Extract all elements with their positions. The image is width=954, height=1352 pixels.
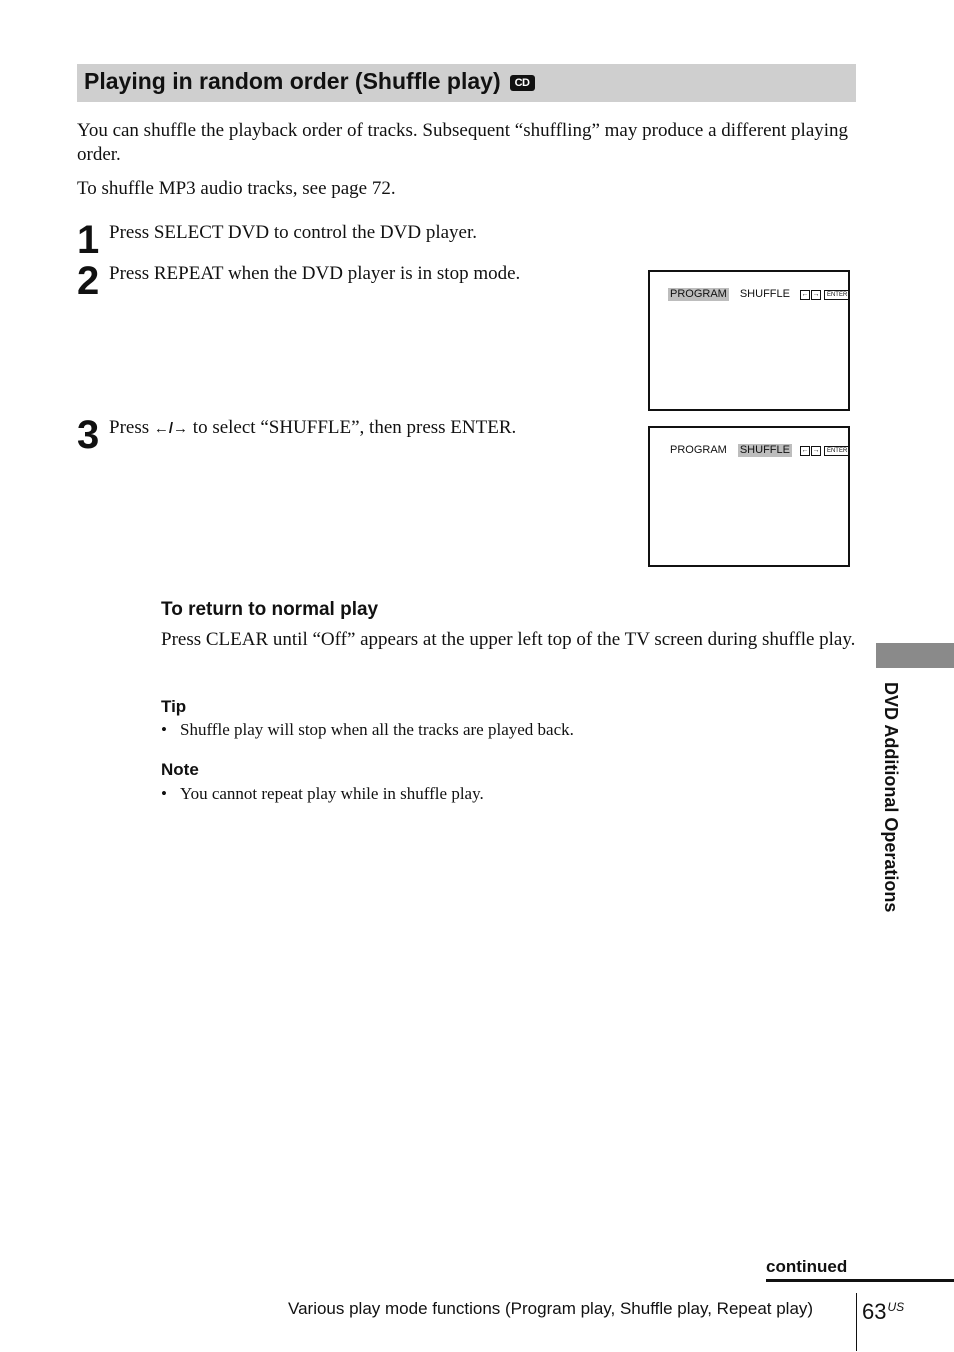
- intro-paragraph: You can shuffle the playback order of tracks. Subsequent “shuffling” may produce a different playing order.: [77, 120, 849, 165]
- left-arrow-icon: ←: [801, 290, 809, 298]
- step-text-3: Press ←/→ to select “SHUFFLE”, then press ENTER.: [109, 417, 517, 438]
- tv-screen-shuffle: [648, 426, 850, 567]
- footer-rule: [766, 1279, 954, 1282]
- enter-icon: ENTER: [824, 446, 850, 456]
- screen-shuffle-item: SHUFFLE: [739, 444, 790, 456]
- step-number-2: 2: [77, 259, 100, 303]
- continued-label: continued: [766, 1257, 848, 1276]
- left-arrow-icon: ←: [801, 446, 809, 454]
- cd-icon: CD: [510, 75, 535, 91]
- left-right-arrow-icon: ←/→: [153, 420, 189, 437]
- right-arrow-icon: →: [812, 446, 820, 454]
- step-text-2: Press REPEAT when the DVD player is in stop mode.: [109, 263, 521, 284]
- bullet: •: [161, 784, 167, 803]
- screen-program-item: PROGRAM: [670, 444, 727, 456]
- screen-program-item: PROGRAM: [670, 288, 727, 300]
- section-title-text: Playing in random order (Shuffle play): [84, 68, 501, 94]
- return-normal-body: Press CLEAR until “Off” appears at the upper left top of the TV screen during shuffle play.: [161, 629, 856, 650]
- side-chapter-label: DVD Additional Operations: [881, 682, 901, 913]
- step-number-1: 1: [77, 218, 100, 262]
- page-number: $63^{US}$: [862, 1299, 905, 1324]
- section-title: [84, 66, 535, 96]
- bullet: •: [161, 720, 167, 739]
- screen-shuffle-item: SHUFFLE: [739, 288, 790, 300]
- page-suffix: US: [887, 1300, 905, 1314]
- enter-icon: ENTER: [824, 290, 850, 300]
- tip-heading: Tip: [161, 697, 187, 716]
- note-heading: Note: [161, 760, 199, 779]
- note-item: • You cannot repeat play while in shuffle play.: [161, 784, 484, 803]
- footer-divider: [856, 1293, 857, 1351]
- return-normal-heading: To return to normal play: [161, 599, 379, 620]
- tv-screen-program: [648, 270, 850, 411]
- step-number-3: 3: [77, 413, 100, 457]
- tip-item: • Shuffle play will stop when all the tracks are played back.: [161, 720, 574, 739]
- step-text-1: Press SELECT DVD to control the DVD player.: [109, 222, 477, 243]
- right-arrow-icon: →: [812, 290, 820, 298]
- footer-chapter-title: Various play mode functions (Program play, Shuffle play, Repeat play): [288, 1299, 814, 1318]
- side-tab-marker: [876, 643, 954, 668]
- intro-mp3-paragraph: To shuffle MP3 audio tracks, see page 72.: [77, 178, 396, 199]
- screen-menu-row: [668, 444, 850, 457]
- screen-menu-row: [668, 288, 850, 301]
